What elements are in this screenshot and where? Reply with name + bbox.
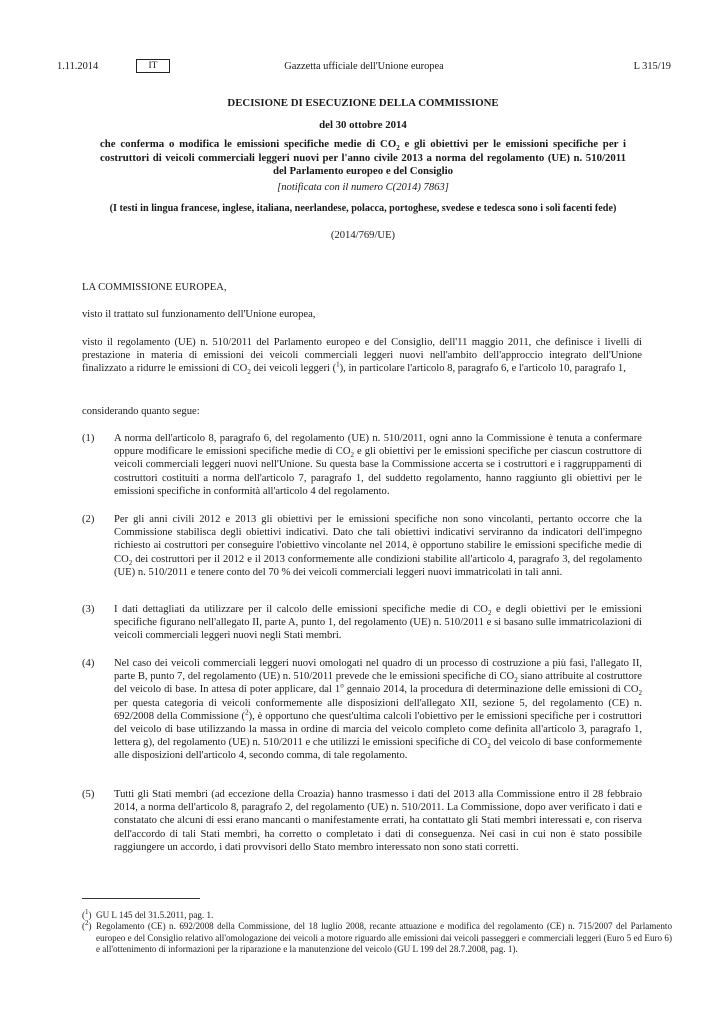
recital-number: (5)	[82, 789, 95, 800]
header-date: 1.11.2014	[57, 61, 99, 72]
notification-number: [notificata con il numero C(2014) 7863]	[277, 181, 449, 193]
recital-number: (3)	[82, 604, 95, 615]
recital-text: I dati dettagliati da utilizzare per il calcolo delle emissioni specifiche medie di $CO_2$ e degli obiettivi per le emissioni specifiche figurano nell'allegato II, parte A, punto 1, del regolamento (UE) n. 510/2011 e si basano sulle immatricolazioni di veicoli commerciali leggeri nuovi negli Stati membri.	[114, 604, 642, 642]
footnotes	[82, 907, 672, 956]
footnote-1: ($^1$) GU L 145 del 31.5.2011, pag. 1.	[82, 907, 214, 920]
authentic-languages: (I testi in lingua francese, inglese, italiana, neerlandese, polacca, portoghese, svedese e tedesca sono i soli facenti fede)	[109, 203, 617, 215]
recital-number: (2)	[82, 514, 95, 525]
decision-subject: che conferma o modifica le emissioni specifiche medie di $CO_2$ e gli obiettivi per le emissioni specifiche per i costruttori di veicoli commerciali leggeri nuovi per l'anno civile 2013 a norma del regolamento (UE) n. 510/2011 del Parlamento europeo e del Consiglio	[100, 138, 626, 178]
recital-2	[82, 513, 642, 579]
footnote-text: GU L 145 del 31.5.2011, pag. 1.	[96, 910, 214, 920]
recital-text: Per gli anni civili 2012 e 2013 gli obiettivi per le emissioni specifiche non sono vincolanti, pertanto occorre che la Commissione stabilisca degli obiettivi indicativi. Dato che tali obiettivi indicativi serviranno da indicatori dell'impegno richiesto ai costruttori per conseguire l'obiettivo vincolante nel 2014, è opportuno stabilire le emissioni specifiche medie di $CO_2$ dei costruttori per il 2012 e il 2013 conformemente alle condizioni stabilite all'articolo 4, paragrafo 3, del regolamento (UE) n. 510/2011 e tenere conto del 70 % dei veicoli commerciali leggeri nuovi immatricolati in tali anni.	[114, 514, 642, 578]
recital-text: Tutti gli Stati membri (ad eccezione della Croazia) hanno trasmesso i dati del 2013 alla Commissione entro il 28 febbraio 2014, a norma dell'articolo 8, paragrafo 2, del regolamento (UE) n. 510/2011. La Commissione, dopo aver verificato i dati e constatato che alcuni di essi erano mancanti o manifestamente errati, ha contattato gli Stati membri interessati e, con riserva dell'accordo di tali Stati membri, ha corretto o completato i dati di conseguenza. Nei casi in cui non è stato possibile raggiungere un accordo, i dati provvisori dello Stato membro interessato non sono stati corretti.	[114, 789, 642, 853]
decision-date: del 30 ottobre 2014	[319, 119, 407, 132]
footnote-text: Regolamento (CE) n. 692/2008 della Commissione, del 18 luglio 2008, recante attuazione e modifica del regolamento (CE) n. 715/2007 del Parlamento europeo e del Consiglio relativo all'omologazione dei veicoli a motore riguardo alle emissioni dai veicoli passeggeri e commerciali leggeri (Euro 5 ed Euro 6) e all'ottenimento di informazioni per la riparazione e la manutenzione del veicolo (GU L 199 del 28.7.2008, pag. 1).	[96, 921, 672, 955]
header-page-ref: L 315/19	[633, 61, 671, 72]
preamble-treaty: visto il trattato sul funzionamento dell'Unione europea,	[82, 309, 316, 320]
journal-header	[57, 60, 671, 74]
decision-title: DECISIONE DI ESECUZIONE DELLA COMMISSIONE	[227, 97, 499, 109]
preamble-regulation: visto il regolamento (UE) n. 510/2011 del Parlamento europeo e del Consiglio, dell'11 maggio 2011, che definisce i livelli di prestazione in materia di emissioni dei veicoli commerciali leggeri nuovi nell'ambito dell'approccio integrato dell'Unione finalizzato a ridurre le emissioni di $CO_2$ dei veicoli leggeri ($^1$), in particolare l'articolo 8, paragrafo 6, e l'articolo 10, paragrafo 1,	[82, 337, 642, 377]
recital-5	[82, 788, 642, 854]
decision-title-block	[100, 97, 626, 242]
recital-text: A norma dell'articolo 8, paragrafo 6, del regolamento (UE) n. 510/2011, ogni anno la Commissione è tenuta a confermare oppure modificare le emissioni specifiche medie di $CO_2$ e gli obiettivi per le emissioni specifiche per ciascun costruttore di veicoli commerciali leggeri nuovi nell'Unione. Su questa base la Commissione accerta se i costruttori e i raggruppamenti di costruttori costituiti a norma dell'articolo 7, paragrafo 1, del suddetto regolamento, hanno raggiunto gli obiettivi per le emissioni specifiche in conformità all'articolo 4 del regolamento.	[114, 433, 643, 497]
recital-number: (1)	[82, 433, 95, 444]
footnote-2: ($^2$) Regolamento (CE) n. 692/2008 della Commissione, del 18 luglio 2008, recante attuazione e modifica del regolamento (CE) n. 715/2007 del Parlamento europeo e del Consiglio relativo all'omologazione dei veicoli a motore riguardo alle emissioni dai veicoli passeggeri e commerciali leggeri (Euro 5 ed Euro 6) e all'ottenimento di informazioni per la riparazione e la manutenzione del veicolo (GU L 199 del 28.7.2008, pag. 1).	[82, 919, 672, 955]
header-journal-title: Gazzetta ufficiale dell'Unione europea	[284, 61, 444, 72]
considerando-intro: considerando quanto segue:	[82, 406, 200, 417]
recital-4	[82, 657, 642, 763]
recital-number: (4)	[82, 658, 95, 669]
recital-text: Nel caso dei veicoli commerciali leggeri nuovi omologati nel quadro di un processo di costruzione a più fasi, l'allegato II, parte B, punto 7, del regolamento (UE) n. 510/2011 prevede che le emissioni specifiche di $CO_2$ siano attribuite al costruttore del veicolo di base. In attesa di poter applicare, dal 1$^o$ gennaio 2014, la procedura di determinazione delle emissioni di $CO_2$ per questa categoria di veicoli conformemente alle disposizioni dell'allegato XII, sezione 5, del regolamento (CE) n. 692/2008 della Commissione ($^2$), è opportuno che quest'ultima calcoli l'obiettivo per le emissioni specifiche per i costruttori del veicolo di base utilizzando la massa in ordine di marcia del veicolo completo come definita all'articolo 3, paragrafo 1, lettera g), del regolamento (UE) n. 510/2011 e che utilizzi le emissioni specifiche di $CO_2$ del veicolo di base conformemente alle disposizioni dell'articolo 4, secondo comma, di tale regolamento.	[114, 658, 642, 762]
footnote-divider	[82, 898, 200, 899]
preamble-commission: LA COMMISSIONE EUROPEA,	[82, 282, 227, 293]
decision-reference: (2014/769/UE)	[330, 229, 396, 241]
language-box: IT	[136, 59, 170, 73]
recital-3	[82, 603, 642, 643]
recital-1	[82, 432, 642, 498]
